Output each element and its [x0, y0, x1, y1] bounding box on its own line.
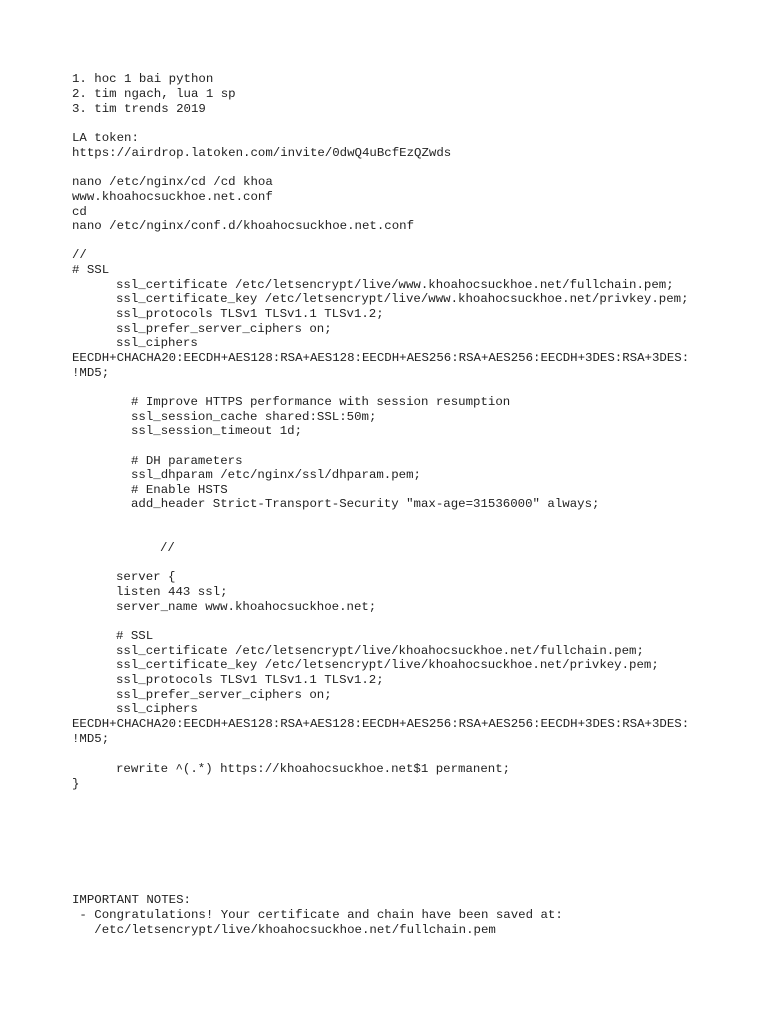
config-line: !MD5; — [72, 732, 110, 746]
config-line: EECDH+CHACHA20:EECDH+AES128:RSA+AES128:EECDH+AES256:RSA+AES256:EECDH+3DES:RSA+3DES: — [72, 717, 690, 731]
todo-line-1: 1. hoc 1 bai python — [72, 72, 214, 86]
notes-line: - Congratulations! Your certificate and chain have been saved at: — [72, 908, 563, 922]
config-line: ssl_ciphers — [116, 702, 198, 716]
comment-line: // — [72, 248, 87, 262]
config-line: ssl_certificate_key /etc/letsencrypt/live/khoahocsuckhoe.net/privkey.pem; — [116, 658, 659, 672]
config-line: ssl_certificate_key /etc/letsencrypt/live/www.khoahocsuckhoe.net/privkey.pem; — [116, 292, 689, 306]
la-token-label: LA token: — [72, 131, 139, 145]
notes-heading: IMPORTANT NOTES: — [72, 893, 191, 907]
config-line: ssl_session_cache shared:SSL:50m; — [131, 410, 377, 424]
config-line: rewrite ^(.*) https://khoahocsuckhoe.net$1 permanent; — [116, 762, 511, 776]
comment-line: # Enable HSTS — [131, 483, 228, 497]
notes-line: /etc/letsencrypt/live/khoahocsuckhoe.net/fullchain.pem — [72, 923, 496, 937]
config-line: add_header Strict-Transport-Security "max-age=31536000" always; — [131, 497, 600, 511]
command-line: cd — [72, 205, 87, 219]
config-line: EECDH+CHACHA20:EECDH+AES128:RSA+AES128:EECDH+AES256:RSA+AES256:EECDH+3DES:RSA+3DES: — [72, 351, 690, 365]
config-line: ssl_prefer_server_ciphers on; — [116, 322, 332, 336]
config-line: ssl_certificate /etc/letsencrypt/live/khoahocsuckhoe.net/fullchain.pem; — [116, 644, 644, 658]
config-line: ssl_dhparam /etc/nginx/ssl/dhparam.pem; — [131, 468, 421, 482]
todo-line-3: 3. tim trends 2019 — [72, 102, 206, 116]
comment-line: # SSL — [72, 263, 110, 277]
config-line: !MD5; — [72, 366, 110, 380]
config-line: ssl_prefer_server_ciphers on; — [116, 688, 332, 702]
comment-line: # SSL — [116, 629, 154, 643]
comment-line: # Improve HTTPS performance with session resumption — [131, 395, 511, 409]
comment-line: // — [160, 541, 175, 555]
config-line: ssl_protocols TLSv1 TLSv1.1 TLSv1.2; — [116, 307, 384, 321]
command-line: nano /etc/nginx/conf.d/khoahocsuckhoe.net.conf — [72, 219, 415, 233]
config-line: ssl_protocols TLSv1 TLSv1.1 TLSv1.2; — [116, 673, 384, 687]
todo-line-2: 2. tim ngach, lua 1 sp — [72, 87, 236, 101]
config-line: server_name www.khoahocsuckhoe.net; — [116, 600, 377, 614]
config-line: server { — [116, 570, 176, 584]
config-line: ssl_ciphers — [116, 336, 198, 350]
command-line: nano /etc/nginx/cd /cd khoa — [72, 175, 273, 189]
la-token-url: https://airdrop.latoken.com/invite/0dwQ4uBcfEzQZwds — [72, 146, 452, 160]
config-line: } — [72, 777, 80, 791]
command-line: www.khoahocsuckhoe.net.conf — [72, 190, 273, 204]
config-line: listen 443 ssl; — [116, 585, 228, 599]
config-line: ssl_certificate /etc/letsencrypt/live/www.khoahocsuckhoe.net/fullchain.pem; — [116, 278, 674, 292]
comment-line: # DH parameters — [131, 454, 243, 468]
config-line: ssl_session_timeout 1d; — [131, 424, 303, 438]
